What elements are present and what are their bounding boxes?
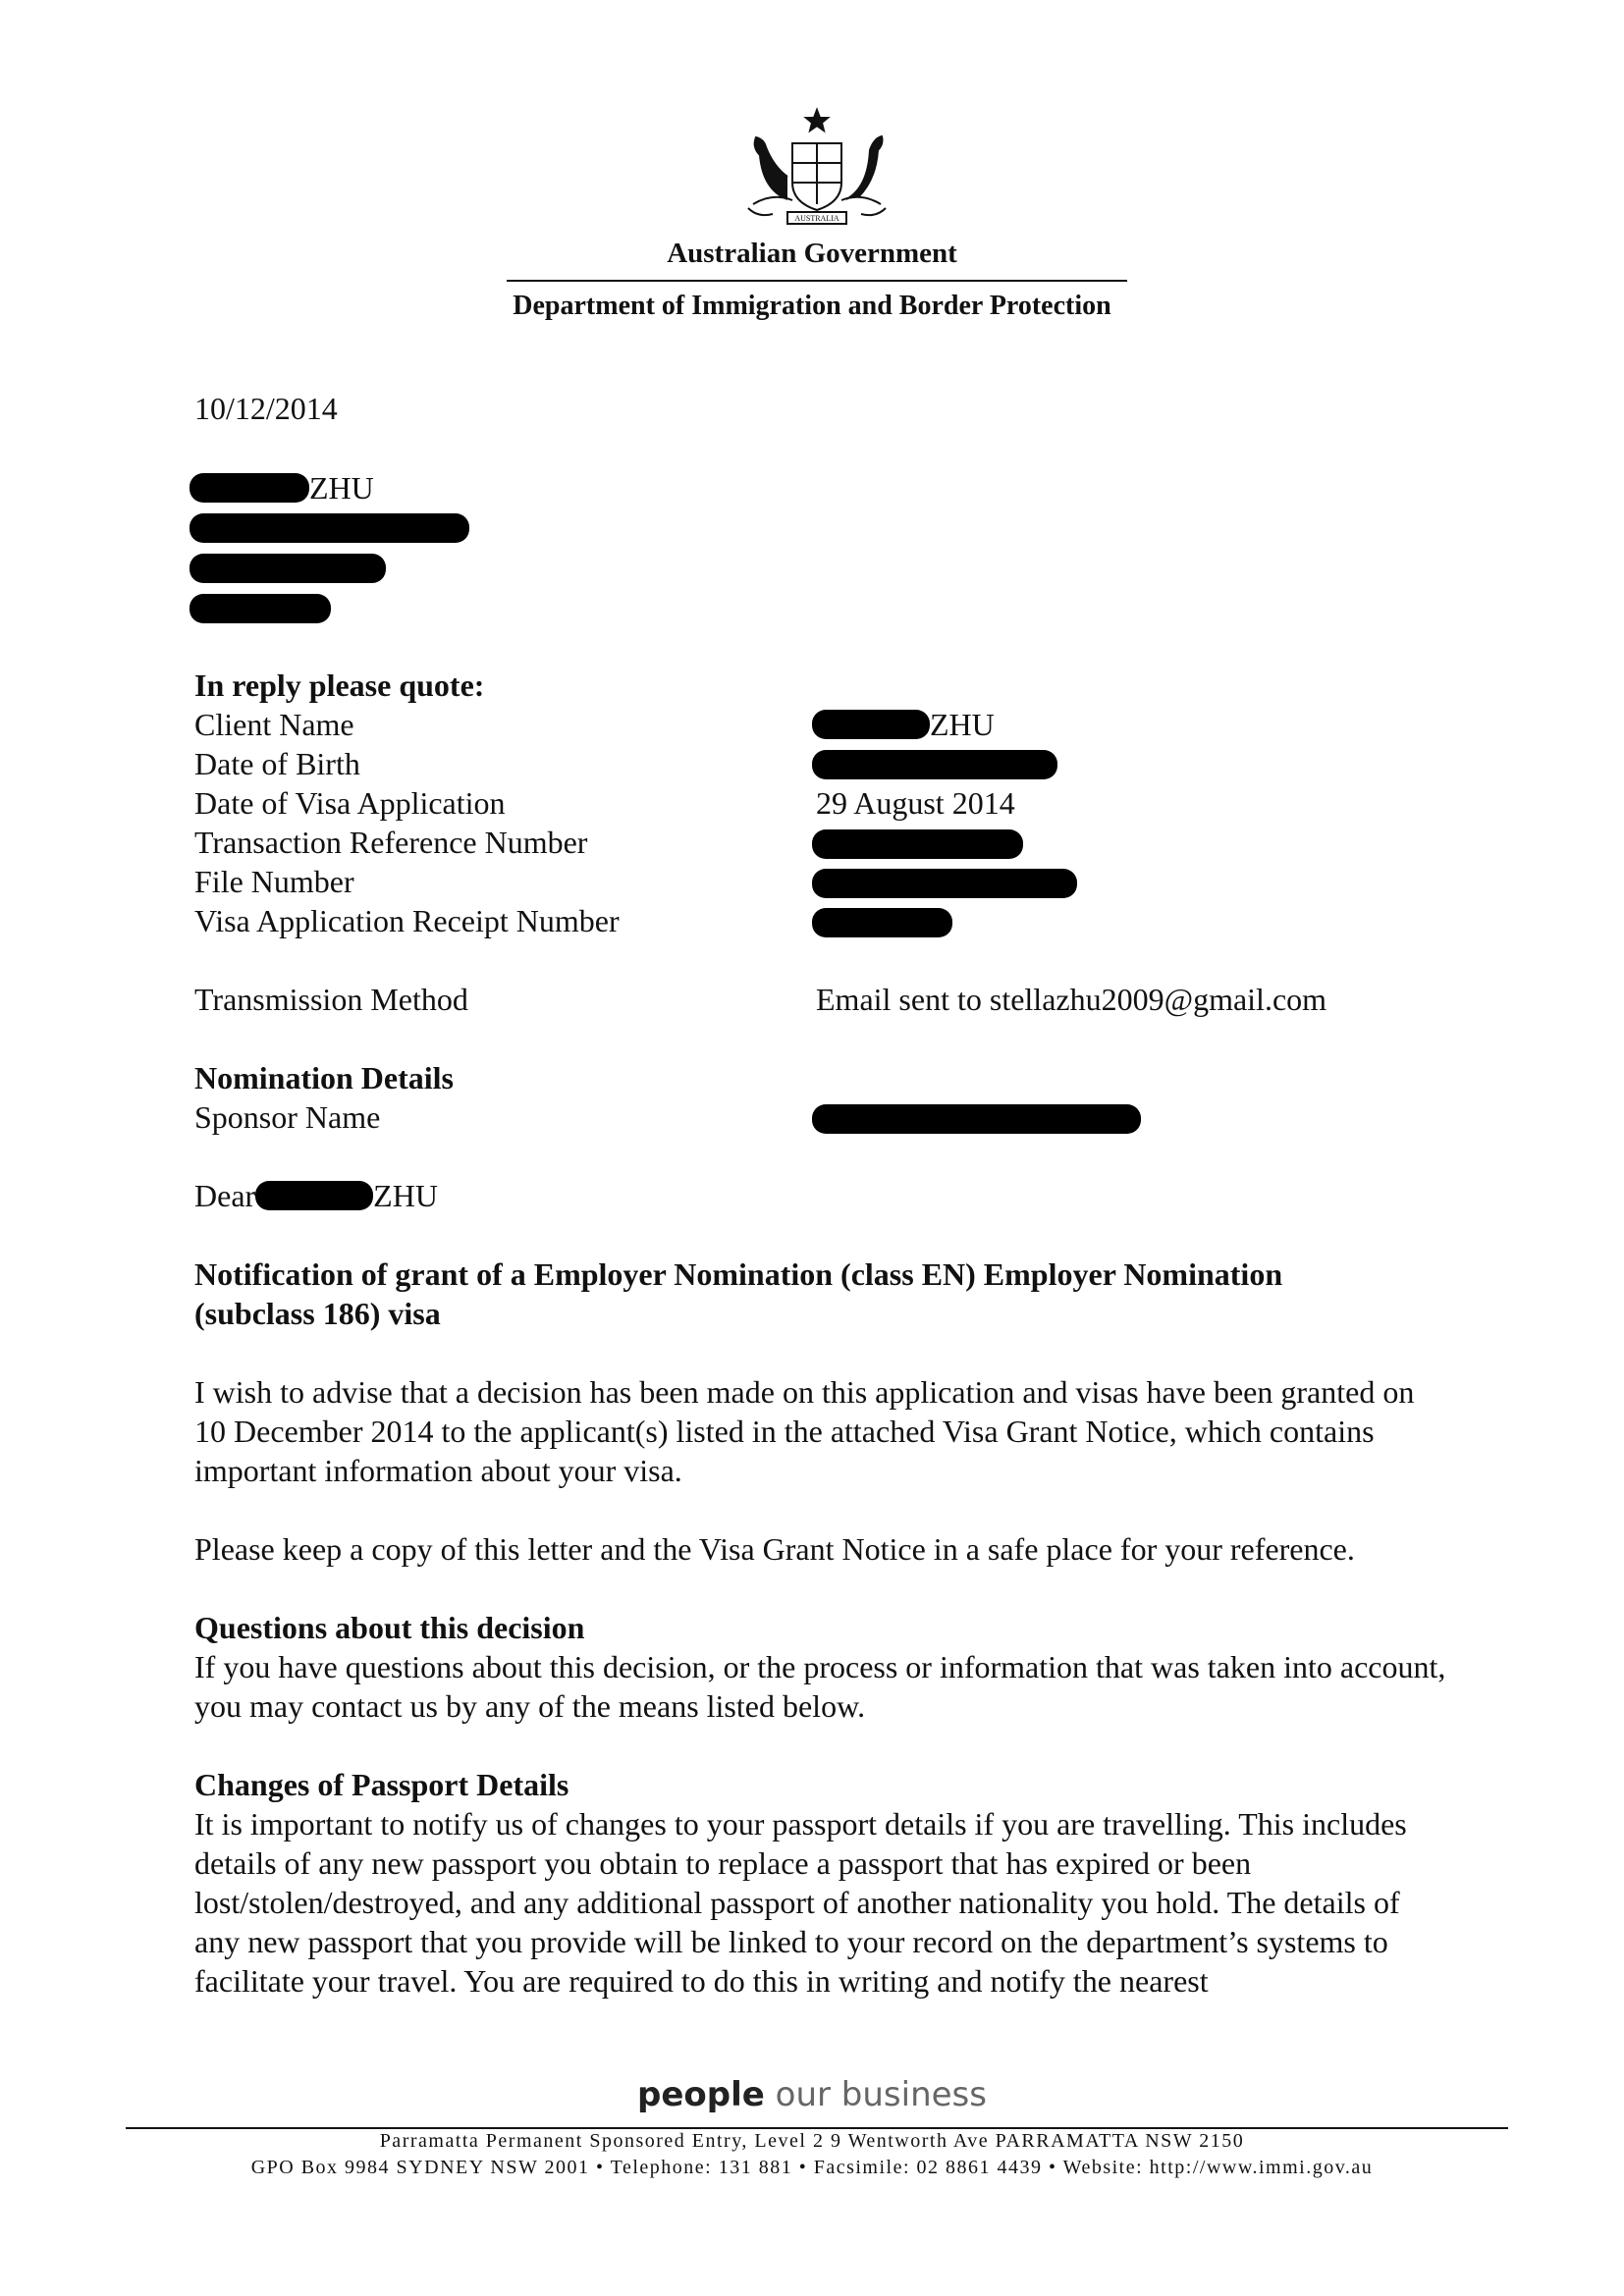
svg-text:AUSTRALIA: AUSTRALIA [794, 214, 839, 223]
letterhead-divider [507, 280, 1127, 282]
transmission-value: Email sent to stellazhu2009@gmail.com [816, 982, 1327, 1017]
coat-of-arms-icon [733, 106, 900, 232]
subject-line-1: Notification of grant of a Employer Nomination (class EN) Employer Nomination [194, 1256, 1283, 1292]
trn-label: Transaction Reference Number [194, 825, 588, 860]
questions-paragraph: If you have questions about this decision, or the process or information that was taken into account, you may contact us by any of the means listed below. [194, 1649, 1446, 1724]
redacted-trn [812, 829, 1023, 859]
redacted-file-number [812, 869, 1077, 898]
questions-heading: Questions about this decision [194, 1610, 585, 1645]
receipt-label: Visa Application Receipt Number [194, 903, 620, 938]
application-date-label: Date of Visa Application [194, 785, 506, 821]
redacted-address-line-2 [189, 554, 386, 583]
redaction-bar [812, 710, 930, 739]
department-name: Department of Immigration and Border Protection [513, 291, 1111, 321]
dob-label: Date of Birth [194, 746, 360, 781]
file-number-label: File Number [194, 864, 354, 899]
footer-contact: GPO Box 9984 SYDNEY NSW 2001 • Telephone: 131 881 • Facsimile: 02 8861 4439 • Website: http://www.immi.gov.au [250, 2157, 1374, 2178]
client-name-label: Client Name [194, 707, 354, 742]
footer-divider [126, 2127, 1508, 2129]
passport-paragraph: It is important to notify us of changes to your passport details if you are travelling. This includes details of any new passport you obtain to replace a passport that has expired or been lost/stolen/destroyed, and any additional passport of another nationality you hold. The details of any new passport that you provide will be linked to your record on the department’s systems to facilitate your travel. You are required to do this in writing and notify the nearest [194, 1806, 1407, 1999]
footer-tagline: people our business [637, 2075, 987, 2114]
application-date-value: 29 August 2014 [816, 785, 1015, 821]
redacted-address-line-1 [189, 513, 469, 543]
sponsor-label: Sponsor Name [194, 1099, 381, 1135]
quote-heading: In reply please quote: [194, 667, 485, 703]
grant-paragraph: I wish to advise that a decision has been made on this application and visas have been granted on 10 December 2014 to the applicant(s) listed in the attached Visa Grant Notice, which contains important information about your visa. [194, 1374, 1415, 1488]
subject-line-2: (subclass 186) visa [194, 1296, 441, 1331]
redacted-address-line-3 [189, 594, 331, 623]
redacted-sponsor-name [812, 1104, 1141, 1134]
keep-copy-paragraph: Please keep a copy of this letter and the Visa Grant Notice in a safe place for your reference. [194, 1531, 1355, 1567]
letter-date: 10/12/2014 [194, 391, 338, 426]
client-name-value: ZHU [812, 705, 995, 744]
redacted-dob [812, 750, 1057, 779]
transmission-label: Transmission Method [194, 982, 468, 1017]
recipient-name: ZHU [189, 468, 374, 507]
redacted-receipt-number [812, 908, 952, 937]
redaction-bar [189, 473, 309, 503]
nomination-heading: Nomination Details [194, 1060, 454, 1095]
footer-address: Parramatta Permanent Sponsored Entry, Level 2 9 Wentworth Ave PARRAMATTA NSW 2150 [379, 2130, 1245, 2152]
passport-heading: Changes of Passport Details [194, 1767, 569, 1802]
government-title: Australian Government [667, 238, 957, 269]
redaction-bar [255, 1181, 373, 1210]
salutation: Dear ZHU [194, 1178, 438, 1213]
